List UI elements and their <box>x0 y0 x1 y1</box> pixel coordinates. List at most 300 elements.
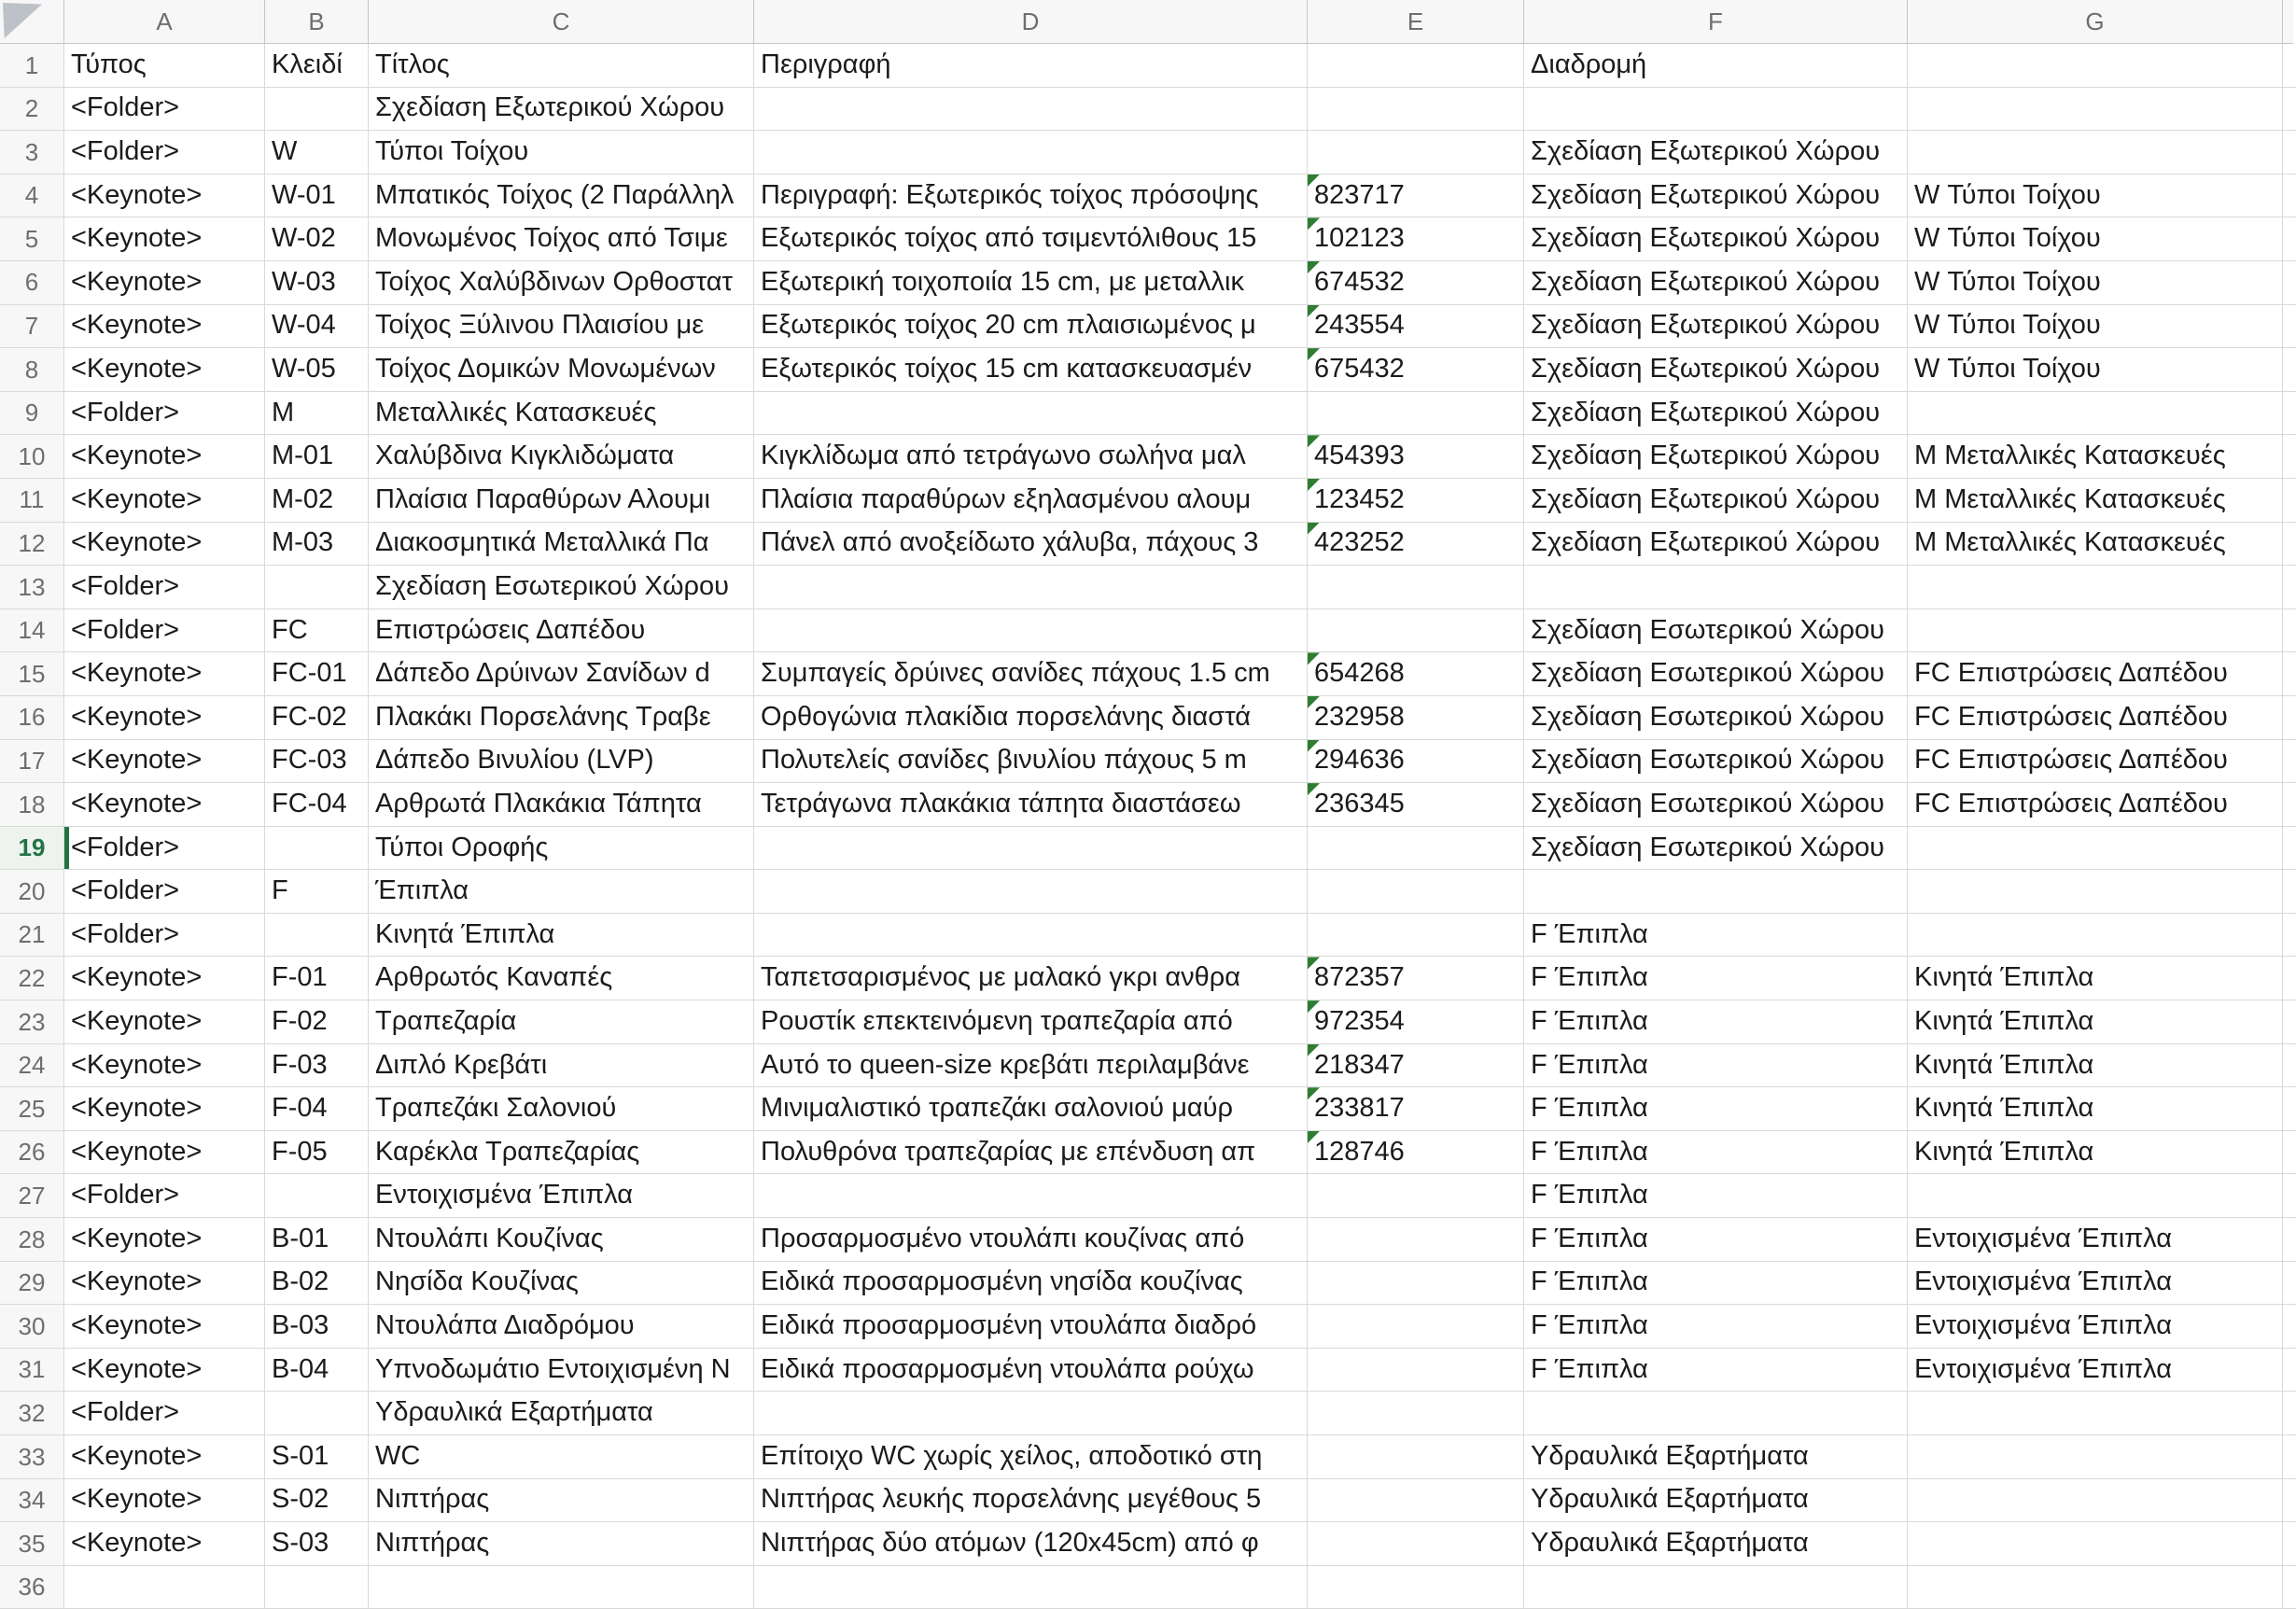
row-header-28[interactable]: 28 <box>0 1218 64 1262</box>
row-header-34[interactable]: 34 <box>0 1479 64 1523</box>
row-header-30[interactable]: 30 <box>0 1305 64 1349</box>
cell-D35[interactable] <box>754 1522 1308 1566</box>
cell-B30[interactable] <box>265 1305 369 1349</box>
row-header-1[interactable]: 1 <box>0 44 64 88</box>
cell-E7[interactable] <box>1308 305 1524 349</box>
row-header-9[interactable]: 9 <box>0 392 64 436</box>
cell-F17[interactable] <box>1524 740 1908 784</box>
column-header-d[interactable]: D <box>754 0 1308 44</box>
row-header-11[interactable]: 11 <box>0 479 64 523</box>
cell-A3[interactable] <box>64 131 265 175</box>
cell-D8[interactable] <box>754 348 1308 392</box>
row-header-8[interactable]: 8 <box>0 348 64 392</box>
row-header-31[interactable]: 31 <box>0 1349 64 1392</box>
cell-E29[interactable] <box>1308 1262 1524 1306</box>
cell-A32[interactable] <box>64 1392 265 1435</box>
cell-G28[interactable] <box>1908 1218 2283 1262</box>
cell-E30[interactable] <box>1308 1305 1524 1349</box>
cell-F18[interactable] <box>1524 783 1908 827</box>
row-header-25[interactable]: 25 <box>0 1087 64 1131</box>
cell-D21[interactable] <box>754 914 1308 958</box>
cell-D22[interactable] <box>754 957 1308 1000</box>
cell-F1[interactable] <box>1524 44 1908 88</box>
cell-C33[interactable] <box>369 1435 754 1479</box>
cell-G36[interactable] <box>1908 1566 2283 1609</box>
cell-A21[interactable] <box>64 914 265 958</box>
cell-D28[interactable] <box>754 1218 1308 1262</box>
cell-C10[interactable] <box>369 435 754 479</box>
cell-D12[interactable] <box>754 523 1308 567</box>
cell-D16[interactable] <box>754 696 1308 740</box>
cell-F33[interactable] <box>1524 1435 1908 1479</box>
cell-A34[interactable] <box>64 1479 265 1523</box>
cell-G22[interactable] <box>1908 957 2283 1000</box>
row-header-20[interactable]: 20 <box>0 870 64 914</box>
cell-E17[interactable] <box>1308 740 1524 784</box>
cell-F13[interactable] <box>1524 566 1908 609</box>
cell-C25[interactable] <box>369 1087 754 1131</box>
cell-E20[interactable] <box>1308 870 1524 914</box>
cell-E4[interactable] <box>1308 175 1524 218</box>
cell-F5[interactable] <box>1524 217 1908 261</box>
cell-G8[interactable] <box>1908 348 2283 392</box>
cell-G11[interactable] <box>1908 479 2283 523</box>
cell-B12[interactable] <box>265 523 369 567</box>
cell-B27[interactable] <box>265 1174 369 1218</box>
cell-C23[interactable] <box>369 1000 754 1044</box>
cell-F34[interactable] <box>1524 1479 1908 1523</box>
cell-D10[interactable] <box>754 435 1308 479</box>
cell-B15[interactable] <box>265 652 369 696</box>
cell-C4[interactable] <box>369 175 754 218</box>
cell-D4[interactable] <box>754 175 1308 218</box>
cell-B6[interactable] <box>265 261 369 305</box>
row-header-7[interactable]: 7 <box>0 305 64 349</box>
row-header-6[interactable]: 6 <box>0 261 64 305</box>
cell-G23[interactable] <box>1908 1000 2283 1044</box>
row-header-14[interactable]: 14 <box>0 609 64 653</box>
cell-D27[interactable] <box>754 1174 1308 1218</box>
cell-C27[interactable] <box>369 1174 754 1218</box>
cell-D20[interactable] <box>754 870 1308 914</box>
cell-G34[interactable] <box>1908 1479 2283 1523</box>
cell-A14[interactable] <box>64 609 265 653</box>
cell-E18[interactable] <box>1308 783 1524 827</box>
row-header-35[interactable]: 35 <box>0 1522 64 1566</box>
cell-B1[interactable] <box>265 44 369 88</box>
cell-A25[interactable] <box>64 1087 265 1131</box>
cell-F16[interactable] <box>1524 696 1908 740</box>
cell-A26[interactable] <box>64 1131 265 1175</box>
cell-F19[interactable] <box>1524 827 1908 871</box>
cell-B16[interactable] <box>265 696 369 740</box>
cell-E8[interactable] <box>1308 348 1524 392</box>
cell-B18[interactable] <box>265 783 369 827</box>
cell-E26[interactable] <box>1308 1131 1524 1175</box>
cell-A18[interactable] <box>64 783 265 827</box>
cell-B20[interactable] <box>265 870 369 914</box>
cell-F9[interactable] <box>1524 392 1908 436</box>
cell-F3[interactable] <box>1524 131 1908 175</box>
row-header-27[interactable]: 27 <box>0 1174 64 1218</box>
cell-B23[interactable] <box>265 1000 369 1044</box>
cell-E14[interactable] <box>1308 609 1524 653</box>
cell-G26[interactable] <box>1908 1131 2283 1175</box>
cell-G16[interactable] <box>1908 696 2283 740</box>
cell-E34[interactable] <box>1308 1479 1524 1523</box>
cell-G3[interactable] <box>1908 131 2283 175</box>
cell-D30[interactable] <box>754 1305 1308 1349</box>
cell-D1[interactable] <box>754 44 1308 88</box>
cell-D7[interactable] <box>754 305 1308 349</box>
row-header-29[interactable]: 29 <box>0 1262 64 1306</box>
cell-E35[interactable] <box>1308 1522 1524 1566</box>
cell-B22[interactable] <box>265 957 369 1000</box>
cell-G5[interactable] <box>1908 217 2283 261</box>
cell-A11[interactable] <box>64 479 265 523</box>
column-header-b[interactable]: B <box>265 0 369 44</box>
cell-F11[interactable] <box>1524 479 1908 523</box>
cell-F15[interactable] <box>1524 652 1908 696</box>
cell-C13[interactable] <box>369 566 754 609</box>
cell-G10[interactable] <box>1908 435 2283 479</box>
cell-G6[interactable] <box>1908 261 2283 305</box>
cell-sliver-36 <box>2283 1566 2296 1609</box>
cell-B9[interactable] <box>265 392 369 436</box>
cell-D26[interactable] <box>754 1131 1308 1175</box>
cell-C18[interactable] <box>369 783 754 827</box>
column-header-e[interactable]: E <box>1308 0 1524 44</box>
row-header-15[interactable]: 15 <box>0 652 64 696</box>
cell-B26[interactable] <box>265 1131 369 1175</box>
cell-B31[interactable] <box>265 1349 369 1392</box>
cell-D33[interactable] <box>754 1435 1308 1479</box>
cell-F29[interactable] <box>1524 1262 1908 1306</box>
cell-C11[interactable] <box>369 479 754 523</box>
cell-B19[interactable] <box>265 827 369 871</box>
cell-D29[interactable] <box>754 1262 1308 1306</box>
cell-G35[interactable] <box>1908 1522 2283 1566</box>
cell-G33[interactable] <box>1908 1435 2283 1479</box>
cell-F22[interactable] <box>1524 957 1908 1000</box>
cell-G20[interactable] <box>1908 870 2283 914</box>
cell-B10[interactable] <box>265 435 369 479</box>
cell-B21[interactable] <box>265 914 369 958</box>
cell-G13[interactable] <box>1908 566 2283 609</box>
cell-G7[interactable] <box>1908 305 2283 349</box>
cell-B13[interactable] <box>265 566 369 609</box>
cell-A31[interactable] <box>64 1349 265 1392</box>
cell-D36[interactable] <box>754 1566 1308 1609</box>
row-header-3[interactable]: 3 <box>0 131 64 175</box>
cell-C36[interactable] <box>369 1566 754 1609</box>
cell-C16[interactable] <box>369 696 754 740</box>
cell-C24[interactable] <box>369 1044 754 1088</box>
cell-D31[interactable] <box>754 1349 1308 1392</box>
select-all-corner[interactable] <box>0 0 64 44</box>
cell-D34[interactable] <box>754 1479 1308 1523</box>
cell-G18[interactable] <box>1908 783 2283 827</box>
cell-C35[interactable] <box>369 1522 754 1566</box>
cell-B11[interactable] <box>265 479 369 523</box>
cell-G31[interactable] <box>1908 1349 2283 1392</box>
cell-F14[interactable] <box>1524 609 1908 653</box>
cell-B3[interactable] <box>265 131 369 175</box>
cell-E21[interactable] <box>1308 914 1524 958</box>
cell-F7[interactable] <box>1524 305 1908 349</box>
cell-A16[interactable] <box>64 696 265 740</box>
cell-B25[interactable] <box>265 1087 369 1131</box>
cell-G19[interactable] <box>1908 827 2283 871</box>
cell-E6[interactable] <box>1308 261 1524 305</box>
cell-C20[interactable] <box>369 870 754 914</box>
cell-C17[interactable] <box>369 740 754 784</box>
cell-G24[interactable] <box>1908 1044 2283 1088</box>
cell-B14[interactable] <box>265 609 369 653</box>
cell-E24[interactable] <box>1308 1044 1524 1088</box>
cell-C1[interactable] <box>369 44 754 88</box>
cell-E5[interactable] <box>1308 217 1524 261</box>
cell-D25[interactable] <box>754 1087 1308 1131</box>
cell-E31[interactable] <box>1308 1349 1524 1392</box>
row-header-24[interactable]: 24 <box>0 1044 64 1088</box>
cell-B7[interactable] <box>265 305 369 349</box>
cell-A15[interactable] <box>64 652 265 696</box>
cell-F28[interactable] <box>1524 1218 1908 1262</box>
cell-B33[interactable] <box>265 1435 369 1479</box>
cell-C12[interactable] <box>369 523 754 567</box>
cell-F23[interactable] <box>1524 1000 1908 1044</box>
row-header-17[interactable]: 17 <box>0 740 64 784</box>
row-header-5[interactable]: 5 <box>0 217 64 261</box>
row-header-23[interactable]: 23 <box>0 1000 64 1044</box>
cell-E25[interactable] <box>1308 1087 1524 1131</box>
cell-F25[interactable] <box>1524 1087 1908 1131</box>
cell-C15[interactable] <box>369 652 754 696</box>
cell-B2[interactable] <box>265 88 369 132</box>
cell-D32[interactable] <box>754 1392 1308 1435</box>
cell-F10[interactable] <box>1524 435 1908 479</box>
cell-C5[interactable] <box>369 217 754 261</box>
row-header-26[interactable]: 26 <box>0 1131 64 1175</box>
cell-F30[interactable] <box>1524 1305 1908 1349</box>
cell-G29[interactable] <box>1908 1262 2283 1306</box>
cell-E1[interactable] <box>1308 44 1524 88</box>
cell-A23[interactable] <box>64 1000 265 1044</box>
cell-B4[interactable] <box>265 175 369 218</box>
cell-A7[interactable] <box>64 305 265 349</box>
cell-C14[interactable] <box>369 609 754 653</box>
row-header-13[interactable]: 13 <box>0 566 64 609</box>
cell-F31[interactable] <box>1524 1349 1908 1392</box>
column-header-a[interactable]: A <box>64 0 265 44</box>
table-row <box>0 696 2293 740</box>
cell-G14[interactable] <box>1908 609 2283 653</box>
cell-C19[interactable] <box>369 827 754 871</box>
cell-A9[interactable] <box>64 392 265 436</box>
cell-E32[interactable] <box>1308 1392 1524 1435</box>
cell-D24[interactable] <box>754 1044 1308 1088</box>
column-header-c[interactable]: C <box>369 0 754 44</box>
row-header-21[interactable]: 21 <box>0 914 64 958</box>
cell-E12[interactable] <box>1308 523 1524 567</box>
cell-F32[interactable] <box>1524 1392 1908 1435</box>
cell-G32[interactable] <box>1908 1392 2283 1435</box>
cell-F27[interactable] <box>1524 1174 1908 1218</box>
cell-A30[interactable] <box>64 1305 265 1349</box>
cell-D13[interactable] <box>754 566 1308 609</box>
cell-A33[interactable] <box>64 1435 265 1479</box>
cell-B36[interactable] <box>265 1566 369 1609</box>
cell-B5[interactable] <box>265 217 369 261</box>
row-header-19[interactable]: 19 <box>0 827 64 871</box>
cell-D2[interactable] <box>754 88 1308 132</box>
cell-D18[interactable] <box>754 783 1308 827</box>
column-header-g[interactable]: G <box>1908 0 2283 44</box>
row-header-12[interactable]: 12 <box>0 523 64 567</box>
cell-E2[interactable] <box>1308 88 1524 132</box>
cell-G9[interactable] <box>1908 392 2283 436</box>
cell-B35[interactable] <box>265 1522 369 1566</box>
cell-F12[interactable] <box>1524 523 1908 567</box>
cell-E33[interactable] <box>1308 1435 1524 1479</box>
row-header-32[interactable]: 32 <box>0 1392 64 1435</box>
cell-C21[interactable] <box>369 914 754 958</box>
cell-D3[interactable] <box>754 131 1308 175</box>
cell-A36[interactable] <box>64 1566 265 1609</box>
cell-D9[interactable] <box>754 392 1308 436</box>
cell-D6[interactable] <box>754 261 1308 305</box>
cell-A4[interactable] <box>64 175 265 218</box>
cell-E10[interactable] <box>1308 435 1524 479</box>
cell-A19[interactable] <box>64 827 265 871</box>
cell-G1[interactable] <box>1908 44 2283 88</box>
cell-F36[interactable] <box>1524 1566 1908 1609</box>
cell-C8[interactable] <box>369 348 754 392</box>
cell-C28[interactable] <box>369 1218 754 1262</box>
cell-A1[interactable] <box>64 44 265 88</box>
column-header-f[interactable]: F <box>1524 0 1908 44</box>
cell-C6[interactable] <box>369 261 754 305</box>
cell-E3[interactable] <box>1308 131 1524 175</box>
cell-A20[interactable] <box>64 870 265 914</box>
cell-E36[interactable] <box>1308 1566 1524 1609</box>
cell-F4[interactable] <box>1524 175 1908 218</box>
cell-F26[interactable] <box>1524 1131 1908 1175</box>
cell-B29[interactable] <box>265 1262 369 1306</box>
cell-G25[interactable] <box>1908 1087 2283 1131</box>
cell-D23[interactable] <box>754 1000 1308 1044</box>
cell-G30[interactable] <box>1908 1305 2283 1349</box>
cell-G2[interactable] <box>1908 88 2283 132</box>
cell-A29[interactable] <box>64 1262 265 1306</box>
cell-C32[interactable] <box>369 1392 754 1435</box>
cell-E22[interactable] <box>1308 957 1524 1000</box>
cell-G21[interactable] <box>1908 914 2283 958</box>
cell-E16[interactable] <box>1308 696 1524 740</box>
cell-C30[interactable] <box>369 1305 754 1349</box>
cell-E15[interactable] <box>1308 652 1524 696</box>
cell-G15[interactable] <box>1908 652 2283 696</box>
cell-A24[interactable] <box>64 1044 265 1088</box>
cell-C31[interactable] <box>369 1349 754 1392</box>
cell-A28[interactable] <box>64 1218 265 1262</box>
cell-A10[interactable] <box>64 435 265 479</box>
cell-F20[interactable] <box>1524 870 1908 914</box>
cell-F24[interactable] <box>1524 1044 1908 1088</box>
cell-A13[interactable] <box>64 566 265 609</box>
cell-F6[interactable] <box>1524 261 1908 305</box>
cell-text: 128746 <box>1314 1136 1405 1167</box>
row-header-22[interactable]: 22 <box>0 957 64 1000</box>
cell-C22[interactable] <box>369 957 754 1000</box>
row-header-18[interactable]: 18 <box>0 783 64 827</box>
cell-G17[interactable] <box>1908 740 2283 784</box>
cell-A35[interactable] <box>64 1522 265 1566</box>
cell-A6[interactable] <box>64 261 265 305</box>
cell-C29[interactable] <box>369 1262 754 1306</box>
row-header-16[interactable]: 16 <box>0 696 64 740</box>
cell-E13[interactable] <box>1308 566 1524 609</box>
cell-A5[interactable] <box>64 217 265 261</box>
row-header-10[interactable]: 10 <box>0 435 64 479</box>
cell-E23[interactable] <box>1308 1000 1524 1044</box>
cell-B24[interactable] <box>265 1044 369 1088</box>
cell-D5[interactable] <box>754 217 1308 261</box>
cell-G27[interactable] <box>1908 1174 2283 1218</box>
cell-C26[interactable] <box>369 1131 754 1175</box>
cell-C3[interactable] <box>369 131 754 175</box>
cell-D19[interactable] <box>754 827 1308 871</box>
cell-F2[interactable] <box>1524 88 1908 132</box>
cell-C7[interactable] <box>369 305 754 349</box>
cell-B32[interactable] <box>265 1392 369 1435</box>
cell-G4[interactable] <box>1908 175 2283 218</box>
cell-A22[interactable] <box>64 957 265 1000</box>
cell-C9[interactable] <box>369 392 754 436</box>
row-header-36[interactable]: 36 <box>0 1566 64 1609</box>
cell-E11[interactable] <box>1308 479 1524 523</box>
cell-A27[interactable] <box>64 1174 265 1218</box>
cell-A8[interactable] <box>64 348 265 392</box>
row-header-4[interactable]: 4 <box>0 175 64 218</box>
cell-D11[interactable] <box>754 479 1308 523</box>
cell-D15[interactable] <box>754 652 1308 696</box>
row-header-2[interactable]: 2 <box>0 88 64 132</box>
cell-A12[interactable] <box>64 523 265 567</box>
cell-B34[interactable] <box>265 1479 369 1523</box>
cell-E27[interactable] <box>1308 1174 1524 1218</box>
cell-E19[interactable] <box>1308 827 1524 871</box>
cell-text: <Keynote> <box>71 745 203 776</box>
cell-G12[interactable] <box>1908 523 2283 567</box>
cell-E9[interactable] <box>1308 392 1524 436</box>
cell-C34[interactable] <box>369 1479 754 1523</box>
cell-D17[interactable] <box>754 740 1308 784</box>
cell-F8[interactable] <box>1524 348 1908 392</box>
cell-A2[interactable] <box>64 88 265 132</box>
cell-B17[interactable] <box>265 740 369 784</box>
cell-D14[interactable] <box>754 609 1308 653</box>
cell-B28[interactable] <box>265 1218 369 1262</box>
cell-A17[interactable] <box>64 740 265 784</box>
cell-F21[interactable] <box>1524 914 1908 958</box>
row-header-33[interactable]: 33 <box>0 1435 64 1479</box>
cell-C2[interactable] <box>369 88 754 132</box>
cell-F35[interactable] <box>1524 1522 1908 1566</box>
cell-B8[interactable] <box>265 348 369 392</box>
cell-E28[interactable] <box>1308 1218 1524 1262</box>
